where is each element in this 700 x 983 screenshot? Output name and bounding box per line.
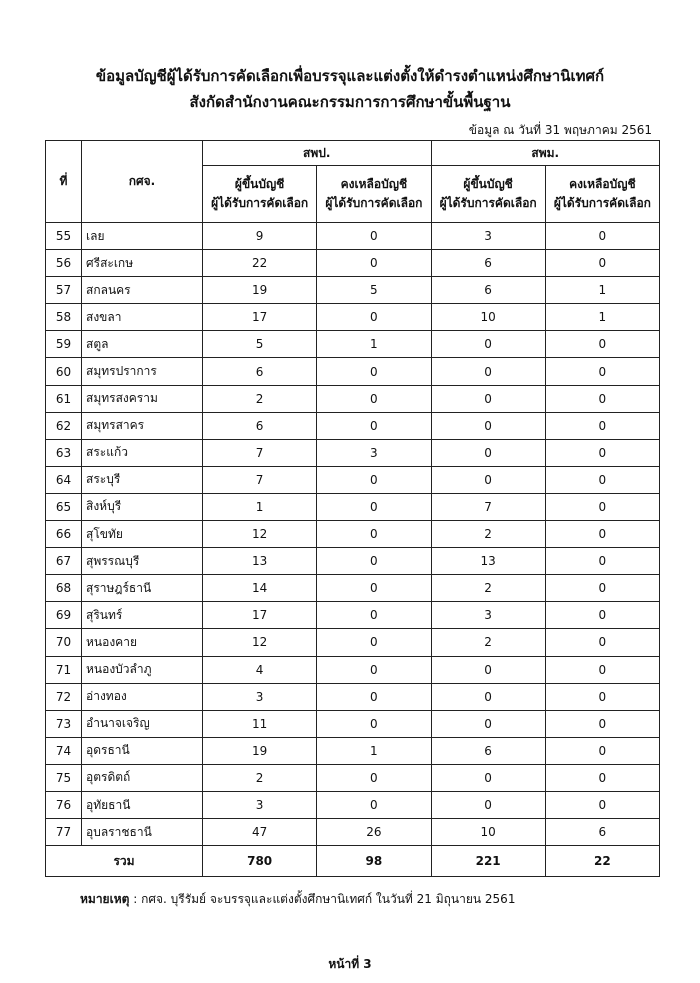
- table-row: [46, 521, 660, 548]
- spm-remaining: 0: [545, 223, 659, 250]
- spm-listed: 0: [431, 656, 545, 683]
- spp-listed: 13: [203, 548, 317, 575]
- row-number: 77: [46, 819, 82, 846]
- spp-remaining: 26: [317, 819, 431, 846]
- table-row: [46, 277, 660, 304]
- spp-listed: 2: [203, 385, 317, 412]
- spm-listed: 0: [431, 385, 545, 412]
- spp-listed: 6: [203, 412, 317, 439]
- header-group-spm: สพม.: [431, 141, 660, 166]
- province-name: สมุทรปราการ: [82, 358, 203, 385]
- header-spm-remaining: [545, 166, 659, 223]
- spm-listed: 6: [431, 250, 545, 277]
- table-row: [46, 304, 660, 331]
- province-name: สมุทรสงคราม: [82, 385, 203, 412]
- province-name: สกลนคร: [82, 277, 203, 304]
- spp-remaining: 1: [317, 737, 431, 764]
- row-number: 68: [46, 575, 82, 602]
- spp-remaining: 0: [317, 304, 431, 331]
- footnote-label: หมายเหตุ: [80, 892, 130, 906]
- header-spp-listed: [203, 166, 317, 223]
- spp-listed: 9: [203, 223, 317, 250]
- table-row: [46, 493, 660, 520]
- spm-remaining: 0: [545, 439, 659, 466]
- province-name: สตูล: [82, 331, 203, 358]
- spm-listed: 0: [431, 466, 545, 493]
- spm-listed: 7: [431, 493, 545, 520]
- spp-remaining: 1: [317, 331, 431, 358]
- spm-listed: 0: [431, 710, 545, 737]
- spp-remaining: 0: [317, 466, 431, 493]
- spm-remaining: 0: [545, 412, 659, 439]
- row-number: 71: [46, 656, 82, 683]
- row-number: 64: [46, 466, 82, 493]
- province-name: สุรินทร์: [82, 602, 203, 629]
- row-number: 75: [46, 764, 82, 791]
- row-number: 74: [46, 737, 82, 764]
- province-name: อุทัยธานี: [82, 791, 203, 818]
- spp-remaining: 0: [317, 602, 431, 629]
- table-row: [46, 250, 660, 277]
- spp-listed: 4: [203, 656, 317, 683]
- header-line: คงเหลือบัญชี: [340, 177, 408, 191]
- spm-remaining: 0: [545, 602, 659, 629]
- spp-remaining: 0: [317, 710, 431, 737]
- spm-remaining: 0: [545, 548, 659, 575]
- spp-remaining: 0: [317, 385, 431, 412]
- province-name: สุราษฎร์ธานี: [82, 575, 203, 602]
- as-of-date: ข้อมูล ณ วันที่ 31 พฤษภาคม 2561: [468, 123, 652, 137]
- table-row: [46, 575, 660, 602]
- province-name: อุตรดิตถ์: [82, 764, 203, 791]
- table-row: [46, 819, 660, 846]
- table-header-row: [46, 141, 660, 166]
- table-row: [46, 629, 660, 656]
- row-number: 69: [46, 602, 82, 629]
- province-name: สุพรรณบุรี: [82, 548, 203, 575]
- spp-listed: 17: [203, 304, 317, 331]
- spm-listed: 2: [431, 575, 545, 602]
- spm-remaining: 0: [545, 656, 659, 683]
- total-spm-remaining: 22: [545, 846, 659, 877]
- spm-remaining: 0: [545, 791, 659, 818]
- spp-listed: 1: [203, 493, 317, 520]
- total-row: [46, 846, 660, 877]
- spp-listed: 6: [203, 358, 317, 385]
- spp-remaining: 0: [317, 358, 431, 385]
- header-line: ผู้ขึ้นบัญชี: [463, 177, 513, 191]
- spp-listed: 3: [203, 791, 317, 818]
- table-row: [46, 358, 660, 385]
- table-row: [46, 439, 660, 466]
- table-row: [46, 683, 660, 710]
- header-line: ผู้ขึ้นบัญชี: [234, 177, 285, 191]
- province-name: เลย: [82, 223, 203, 250]
- province-name: สงขลา: [82, 304, 203, 331]
- province-name: อ่างทอง: [82, 683, 203, 710]
- table-row: [46, 737, 660, 764]
- spm-remaining: 0: [545, 710, 659, 737]
- province-name: อุบลราชธานี: [82, 819, 203, 846]
- spm-listed: 2: [431, 521, 545, 548]
- row-number: 67: [46, 548, 82, 575]
- total-spp-remaining: 98: [317, 846, 431, 877]
- spm-remaining: 0: [545, 764, 659, 791]
- spp-listed: 12: [203, 629, 317, 656]
- header-line: ผู้ได้รับการคัดเลือก: [439, 196, 537, 210]
- spp-listed: 19: [203, 737, 317, 764]
- spp-remaining: 0: [317, 412, 431, 439]
- spm-listed: 3: [431, 602, 545, 629]
- spp-listed: 12: [203, 521, 317, 548]
- province-name: สระแก้ว: [82, 439, 203, 466]
- spp-remaining: 0: [317, 575, 431, 602]
- spm-listed: 0: [431, 439, 545, 466]
- spm-listed: 0: [431, 764, 545, 791]
- spp-remaining: 0: [317, 791, 431, 818]
- spp-listed: 7: [203, 439, 317, 466]
- spp-remaining: 0: [317, 493, 431, 520]
- total-spm-listed: 221: [431, 846, 545, 877]
- spm-listed: 6: [431, 737, 545, 764]
- province-name: หนองคาย: [82, 629, 203, 656]
- spp-remaining: 5: [317, 277, 431, 304]
- spp-listed: 22: [203, 250, 317, 277]
- spm-listed: 6: [431, 277, 545, 304]
- row-number: 63: [46, 439, 82, 466]
- table-row: [46, 548, 660, 575]
- row-number: 72: [46, 683, 82, 710]
- document-title: ข้อมูลบัญชีผู้ได้รับการคัดเลือกเพื่อบรรจุและแต่งตั้งให้ดำรงตำแหน่งศึกษานิเทศก์: [95, 67, 605, 85]
- province-name: สระบุรี: [82, 466, 203, 493]
- row-number: 61: [46, 385, 82, 412]
- province-name: อำนาจเจริญ: [82, 710, 203, 737]
- spp-listed: 47: [203, 819, 317, 846]
- spp-remaining: 0: [317, 629, 431, 656]
- spm-listed: 10: [431, 304, 545, 331]
- spp-remaining: 0: [317, 223, 431, 250]
- row-number: 57: [46, 277, 82, 304]
- table-body: [46, 223, 660, 846]
- table-row: [46, 791, 660, 818]
- table-row: [46, 466, 660, 493]
- spp-remaining: 0: [317, 521, 431, 548]
- row-number: 73: [46, 710, 82, 737]
- spm-remaining: 0: [545, 521, 659, 548]
- total-spp-listed: 780: [203, 846, 317, 877]
- spm-remaining: 0: [545, 250, 659, 277]
- row-number: 59: [46, 331, 82, 358]
- spm-remaining: 0: [545, 331, 659, 358]
- row-number: 62: [46, 412, 82, 439]
- spm-remaining: 1: [545, 304, 659, 331]
- spm-listed: 0: [431, 412, 545, 439]
- table-row: [46, 385, 660, 412]
- spm-listed: 10: [431, 819, 545, 846]
- province-name: อุดรธานี: [82, 737, 203, 764]
- spp-remaining: 0: [317, 656, 431, 683]
- row-number: 66: [46, 521, 82, 548]
- province-name: หนองบัวลำภู: [82, 656, 203, 683]
- spm-listed: 0: [431, 358, 545, 385]
- spm-remaining: 1: [545, 277, 659, 304]
- header-no: ที่: [46, 141, 82, 223]
- row-number: 56: [46, 250, 82, 277]
- spp-listed: 3: [203, 683, 317, 710]
- spm-remaining: 0: [545, 358, 659, 385]
- row-number: 58: [46, 304, 82, 331]
- row-number: 55: [46, 223, 82, 250]
- row-number: 60: [46, 358, 82, 385]
- spp-listed: 11: [203, 710, 317, 737]
- table-row: [46, 710, 660, 737]
- province-name: สุโขทัย: [82, 521, 203, 548]
- spm-remaining: 0: [545, 575, 659, 602]
- row-number: 76: [46, 791, 82, 818]
- table-row: [46, 412, 660, 439]
- spm-remaining: 6: [545, 819, 659, 846]
- spm-remaining: 0: [545, 737, 659, 764]
- header-spm-listed: [431, 166, 545, 223]
- spp-listed: 17: [203, 602, 317, 629]
- candidate-table: [45, 140, 660, 877]
- spp-listed: 14: [203, 575, 317, 602]
- spm-remaining: 0: [545, 466, 659, 493]
- table-row: [46, 764, 660, 791]
- spm-listed: 0: [431, 683, 545, 710]
- header-line: ผู้ได้รับการคัดเลือก: [325, 196, 423, 210]
- spm-remaining: 0: [545, 683, 659, 710]
- province-name: สมุทรสาคร: [82, 412, 203, 439]
- row-number: 70: [46, 629, 82, 656]
- table-row: [46, 602, 660, 629]
- document-subtitle: สังกัดสำนักงานคณะกรรมการการศึกษาขั้นพื้นฐาน: [189, 93, 511, 111]
- spp-remaining: 0: [317, 548, 431, 575]
- header-province: กศจ.: [82, 141, 203, 223]
- spp-remaining: 0: [317, 250, 431, 277]
- footnote: [80, 890, 515, 909]
- spm-listed: 0: [431, 331, 545, 358]
- spm-remaining: 0: [545, 493, 659, 520]
- table-row: [46, 656, 660, 683]
- province-name: สิงห์บุรี: [82, 493, 203, 520]
- table-row: [46, 223, 660, 250]
- footnote-text: : กศจ. บุรีรัมย์ จะบรรจุและแต่งตั้งศึกษานิเทศก์ ในวันที่ 21 มิถุนายน 2561: [133, 892, 516, 906]
- header-line: คงเหลือบัญชี: [569, 177, 636, 191]
- spp-listed: 2: [203, 764, 317, 791]
- spm-listed: 13: [431, 548, 545, 575]
- spp-listed: 5: [203, 331, 317, 358]
- spm-listed: 0: [431, 791, 545, 818]
- header-line: ผู้ได้รับการคัดเลือก: [553, 196, 651, 210]
- total-label: รวม: [46, 846, 203, 877]
- table-row: [46, 331, 660, 358]
- header-line: ผู้ได้รับการคัดเลือก: [211, 196, 309, 210]
- row-number: 65: [46, 493, 82, 520]
- page-number: หน้าที่ 3: [328, 957, 372, 971]
- spp-remaining: 0: [317, 764, 431, 791]
- spp-remaining: 0: [317, 683, 431, 710]
- spm-listed: 3: [431, 223, 545, 250]
- spp-listed: 19: [203, 277, 317, 304]
- spm-listed: 2: [431, 629, 545, 656]
- header-group-spp: สพป.: [203, 141, 432, 166]
- province-name: ศรีสะเกษ: [82, 250, 203, 277]
- spm-remaining: 0: [545, 385, 659, 412]
- header-spp-remaining: [317, 166, 431, 223]
- spm-remaining: 0: [545, 629, 659, 656]
- spp-listed: 7: [203, 466, 317, 493]
- spp-remaining: 3: [317, 439, 431, 466]
